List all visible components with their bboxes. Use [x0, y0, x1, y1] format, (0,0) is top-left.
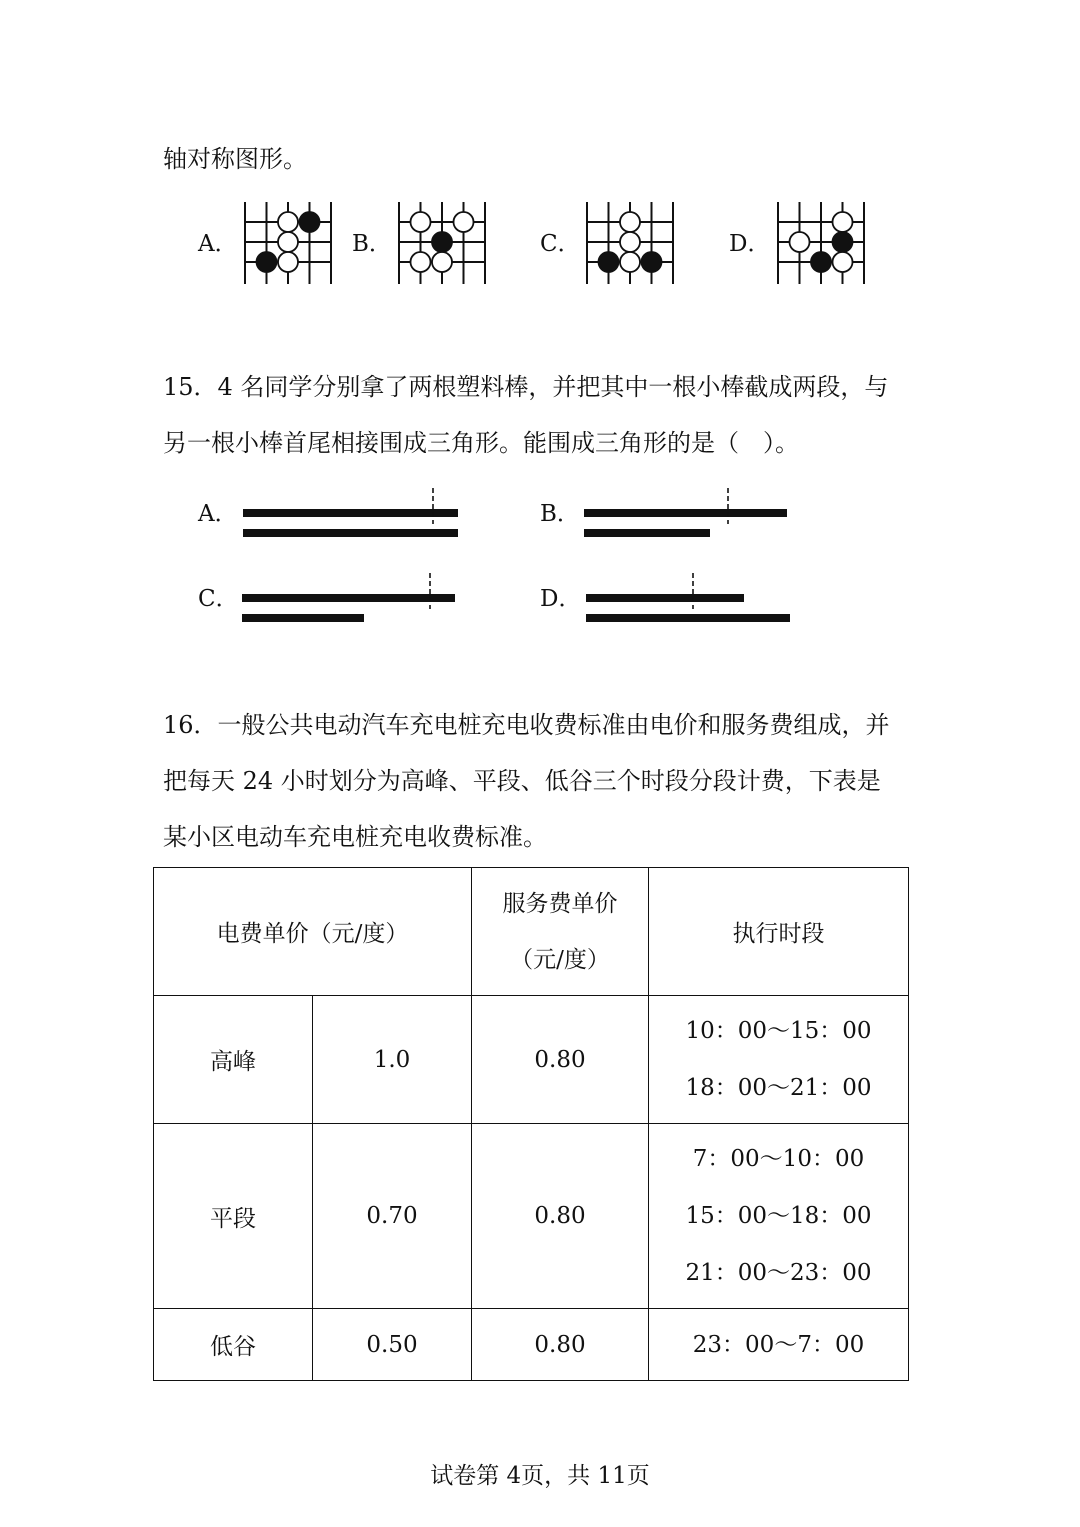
white-stone: [454, 212, 474, 232]
q15-option-d-label: D．: [540, 586, 582, 612]
q15-question-line1: 15．4 名同学分别拿了两根塑料棒，并把其中一根小棒截成两段，与: [163, 373, 889, 401]
white-stone: [620, 212, 640, 232]
white-stone: [790, 232, 810, 252]
top-stick: [242, 594, 455, 602]
bottom-stick: [584, 529, 710, 537]
white-stone: [278, 232, 298, 252]
row-service-fee: 0.80: [472, 996, 649, 1124]
q16-question-line3: 某小区电动车充电桩充电收费标准。: [163, 823, 547, 851]
q15-option-a-label: A．: [198, 501, 238, 527]
white-stone: [833, 252, 853, 272]
table-row: [154, 996, 909, 1124]
black-stone: [811, 252, 831, 272]
row-periods: [649, 1124, 909, 1309]
q15-option-c-sticks: [242, 571, 472, 627]
black-stone: [257, 252, 277, 272]
period-time: 7：00～10：00: [692, 1145, 865, 1172]
white-stone: [411, 252, 431, 272]
q14-tail-text: 轴对称图形。: [163, 145, 307, 173]
row-electricity-price: 1.0: [313, 996, 472, 1124]
q15-option-a-sticks: [243, 486, 473, 542]
period-time: 10：00～15：00: [685, 1017, 872, 1044]
header-period: 执行时段: [649, 868, 909, 996]
top-stick: [584, 509, 787, 517]
table-row: [154, 1124, 909, 1309]
q15-option-c-label: C．: [198, 586, 239, 612]
q14-option-d-board: [776, 200, 868, 288]
q14-option-b-board: [397, 200, 489, 288]
q14-option-b-label: B．: [352, 231, 392, 257]
bottom-stick: [242, 614, 364, 622]
q15-option-d-sticks: [586, 571, 816, 627]
q14-option-d-label: D．: [729, 231, 771, 257]
header-service-fee-line1: 服务费单价: [502, 890, 618, 917]
row-electricity-price: 0.50: [313, 1309, 472, 1381]
q14-option-c-label: C．: [540, 231, 581, 257]
bottom-stick: [243, 529, 458, 537]
page-footer: 试卷第 4页，共 11页: [430, 1463, 650, 1489]
header-electricity-price: 电费单价（元/度）: [154, 868, 472, 996]
period-time: 21：00～23：00: [685, 1259, 872, 1286]
top-stick: [586, 594, 744, 602]
q14-option-a-board: [243, 200, 335, 288]
black-stone: [432, 232, 452, 252]
header-service-fee: [472, 868, 649, 996]
row-periods: [649, 996, 909, 1124]
row-service-fee: 0.80: [472, 1124, 649, 1309]
row-name: 低谷: [154, 1309, 313, 1381]
period-time: 23：00～7：00: [692, 1331, 865, 1358]
q16-question-line1: 16．一般公共电动汽车充电桩充电收费标准由电价和服务费组成，并: [163, 711, 890, 739]
white-stone: [833, 212, 853, 232]
black-stone: [599, 252, 619, 272]
q15-option-b-label: B．: [540, 501, 580, 527]
q15-option-b-sticks: [584, 486, 814, 542]
row-service-fee: 0.80: [472, 1309, 649, 1381]
q14-option-c-board: [585, 200, 677, 288]
period-time: 15：00～18：00: [685, 1202, 872, 1229]
white-stone: [278, 212, 298, 232]
bottom-stick: [586, 614, 790, 622]
row-electricity-price: 0.70: [313, 1124, 472, 1309]
white-stone: [278, 252, 298, 272]
header-service-fee-line2: （元/度）: [510, 946, 610, 973]
top-stick: [243, 509, 458, 517]
black-stone: [642, 252, 662, 272]
period-time: 18：00～21：00: [685, 1074, 872, 1101]
table-row: [154, 1309, 909, 1381]
q15-question-line2: 另一根小棒首尾相接围成三角形。能围成三角形的是（ ）。: [163, 429, 799, 457]
white-stone: [620, 232, 640, 252]
row-name: 高峰: [154, 996, 313, 1124]
white-stone: [432, 252, 452, 272]
row-name: 平段: [154, 1124, 313, 1309]
white-stone: [620, 252, 640, 272]
table-header-row: [154, 868, 909, 996]
row-periods: [649, 1309, 909, 1381]
charging-fee-table: [153, 867, 909, 1381]
q16-question-line2: 把每天 24 小时划分为高峰、平段、低谷三个时段分段计费，下表是: [163, 767, 881, 795]
black-stone: [833, 232, 853, 252]
black-stone: [300, 212, 320, 232]
q14-option-a-label: A．: [198, 231, 238, 257]
white-stone: [411, 212, 431, 232]
